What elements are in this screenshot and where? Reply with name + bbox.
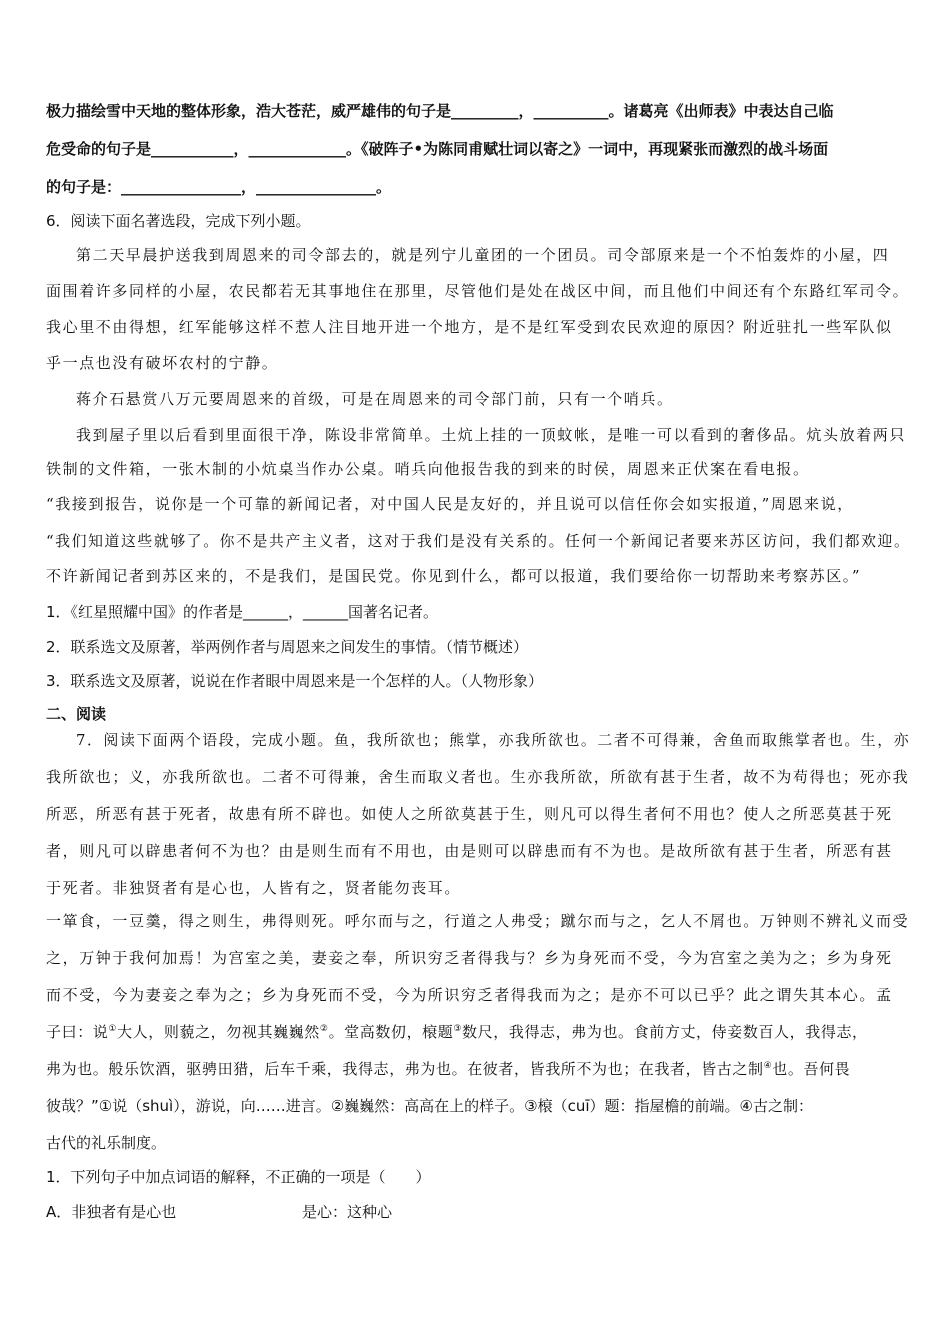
q7-passage-line: 弗为也。般乐饮酒，驱骋田猎，后车千乘，我得志，弗为也。在彼者，皆我所不为也；在我者，皆古之制④也。吾何畏	[46, 1060, 851, 1078]
q6-passage-line: 面围着许多同样的小屋，农民都若无其事地住在那里，尽管他们是处在战区中间，而且他们中间还有个东路红军司令。	[46, 282, 910, 300]
q6-question-3: 3．联系选文及原著，说说在作者眼中周恩来是一个怎样的人。（人物形象）	[46, 672, 544, 690]
q7-passage-line: 一箪食，一豆羹，得之则生，弗得则死。呼尔而与之，行道之人弗受；蹴尔而与之，乞人不屑也。万钟则不辨礼义而受	[46, 912, 910, 930]
q7-passage-line: 者，则凡可以辟患者何不为也？由是则生而有不用也，由是则可以辟患而有不为也。是故所欲有甚于生者，所恶有甚	[46, 842, 893, 860]
q6-passage-line: 我到屋子里以后看到里面很干净，陈设非常简单。土炕上挂的一顶蚊帐，是唯一可以看到的奢侈品。炕头放着两只	[76, 426, 907, 444]
q6-passage-line: 乎一点也没有破坏农村的宁静。	[46, 354, 279, 372]
q6-passage-line: “我们知道这些就够了。你不是共产主义者，这对于我们是没有关系的。任何一个新闻记者要来苏区访问，我们都欢迎。	[46, 532, 911, 550]
q7-question-1: 1．下列句子中加点词语的解释，不正确的一项是（ ）	[46, 1168, 431, 1186]
q6-passage-line: 不许新闻记者到苏区来的，不是我们，是国民党。你见到什么，都可以报道，我们要给你一切帮助来考察苏区。”	[46, 567, 862, 585]
q7-passage-line: 之，万钟于我何加焉！为宫室之美，妻妾之奉，所识穷乏者得我与？乡为身死而不受，今为宫室之美为之；乡为身死	[46, 949, 893, 967]
q5-line-3: 的句子是：________________，________________。	[46, 178, 392, 196]
q7-passage-line: 子曰：说①大人，则藐之，勿视其巍巍然②。堂高数仞，榱题③数尺，我得志，弗为也。食前方丈，侍妾数百人，我得志，	[46, 1023, 868, 1041]
q6-passage-line: 我心里不由得想，红军能够这样不惹人注目地开进一个地方，是不是红军受到农民欢迎的原因？附近驻扎一些军队似	[46, 318, 893, 336]
q6-passage-line: 铁制的文件箱，一张木制的小炕桌当作办公桌。哨兵向他报告我的到来的时侯，周恩来正伏案在看电报。	[46, 460, 810, 478]
section-heading: 二、阅读	[46, 705, 107, 723]
footnote-marker: ①	[108, 1024, 118, 1034]
q6-intro: 6．阅读下面名著选段，完成下列小题。	[46, 212, 311, 230]
q6-question-1: 1．《红星照耀中国》的作者是______，______国著名记者。	[46, 603, 439, 621]
q7-footnotes: 彼哉？”①说（shuì），游说，向……进言。②巍巍然：高高在上的样子。③榱（cuī）题：指屋檐的前端。④古之制：	[46, 1097, 813, 1115]
q5-line-2: 危受命的句子是___________，_____________。《破阵子•为陈同甫赋壮词以寄之》一词中，再现紧张而激烈的战斗场面	[46, 140, 829, 158]
q6-passage-line: “我接到报告，说你是一个可靠的新闻记者，对中国人民是友好的，并且说可以信任你会如实报道，”周恩来说，	[46, 495, 854, 513]
q7-footnotes-end: 古代的礼乐制度。	[46, 1134, 167, 1152]
q6-question-2: 2．联系选文及原著，举两例作者与周恩来之间发生的事情。（情节概述）	[46, 638, 529, 656]
q7-passage-line: 7．阅读下面两个语段，完成小题。鱼，我所欲也；熊掌，亦我所欲也。二者不可得兼，舍鱼而取熊掌者也。生，亦	[76, 731, 911, 749]
footnote-marker: ③	[453, 1024, 463, 1034]
q7-passage-line: 所恶，所恶有甚于死者，故患有所不辟也。如使人之所欲莫甚于生，则凡可以得生者何不用也？使人之所恶莫甚于死	[46, 805, 893, 823]
footnote-marker: ②	[319, 1024, 329, 1034]
q7-option-a: A．非独者有是心也	[46, 1203, 177, 1221]
q6-passage-line: 第二天早晨护送我到周恩来的司令部去的，就是列宁儿童团的一个团员。司令部原来是一个不怕轰炸的小屋，四	[76, 246, 890, 264]
footnote-marker: ④	[763, 1061, 773, 1071]
q5-line-1: 极力描绘雪中天地的整体形象，浩大苍茫，威严雄伟的句子是_________，__________。诸葛亮《出师表》中表达自己临	[46, 102, 834, 120]
q6-passage-line: 蒋介石悬赏八万元要周恩来的首级，可是在周恩来的司令部门前，只有一个哨兵。	[76, 390, 674, 408]
q7-passage-line: 而不受，今为妻妾之奉为之；乡为身死而不受，今为所识穷乏者得我而为之；是亦不可以已乎？此之谓失其本心。孟	[46, 986, 893, 1004]
q7-passage-line: 我所欲也；义，亦我所欲也。二者不可得兼，舍生而取义者也。生亦我所欲，所欲有甚于生者，故不为苟得也；死亦我	[46, 768, 910, 786]
q7-passage-line: 于死者。非独贤者有是心也，人皆有之，贤者能勿丧耳。	[46, 879, 462, 897]
q7-option-a-gloss: 是心：这种心	[302, 1203, 393, 1221]
